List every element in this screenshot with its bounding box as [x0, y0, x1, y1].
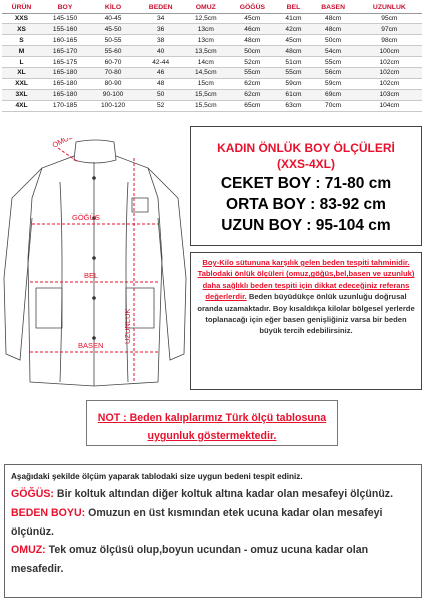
table-cell: 40-45: [89, 13, 137, 24]
table-cell: 52: [137, 100, 184, 111]
basen-label: BASEN: [78, 341, 104, 350]
table-cell: XXS: [2, 13, 41, 24]
table-cell: 42-44: [137, 57, 184, 68]
table-cell: 104cm: [357, 100, 422, 111]
table-cell: 62cm: [227, 78, 277, 89]
table-cell: 98cm: [357, 35, 422, 46]
table-cell: 12,5cm: [184, 13, 227, 24]
table-cell: 48cm: [277, 46, 309, 57]
boy-info-box: [190, 126, 422, 246]
column-header: UZUNLUK: [357, 2, 422, 13]
button: [92, 336, 96, 340]
table-cell: 165-180: [41, 67, 89, 78]
gogus-guide-text: Bir koltuk altından diğer koltuk altına kadar olan mesafeyi ölçünüz.: [53, 488, 394, 500]
column-header: BOY: [41, 2, 89, 13]
left-sleeve: [4, 168, 42, 360]
size-table: [2, 2, 422, 112]
column-header: BEL: [277, 2, 309, 13]
turkish-size-note: [86, 400, 338, 446]
table-row: [2, 13, 422, 24]
size-table-header: [2, 2, 422, 13]
omuz-guide-text: Tek omuz ölçüsü olup,boyun ucundan - omuz ucuna kadar olan mesafedir.: [11, 544, 369, 576]
table-cell: 65cm: [227, 100, 277, 111]
button: [92, 176, 96, 180]
table-row: [2, 24, 422, 35]
guide-gogus: [11, 485, 415, 504]
table-cell: 50cm: [227, 46, 277, 57]
table-cell: 48: [137, 78, 184, 89]
table-cell: 63cm: [277, 100, 309, 111]
table-cell: 95cm: [357, 13, 422, 24]
table-cell: 34: [137, 13, 184, 24]
table-cell: XXL: [2, 78, 41, 89]
table-cell: 100cm: [357, 46, 422, 57]
column-header: BASEN: [309, 2, 356, 13]
gogus-guide-label: GÖĞÜS:: [11, 488, 54, 500]
table-row: [2, 35, 422, 46]
table-cell: 54cm: [309, 46, 356, 57]
right-sleeve: [148, 168, 186, 360]
table-cell: 52cm: [227, 57, 277, 68]
table-cell: 50-55: [89, 35, 137, 46]
table-cell: 60-70: [89, 57, 137, 68]
table-cell: 50: [137, 89, 184, 100]
table-cell: 15,5cm: [184, 100, 227, 111]
table-cell: 59cm: [277, 78, 309, 89]
orta-boy: ORTA BOY : 83-92 cm: [226, 196, 386, 213]
guide-boy: [11, 504, 415, 542]
table-cell: 165-180: [41, 89, 89, 100]
table-cell: 3XL: [2, 89, 41, 100]
table-row: [2, 46, 422, 57]
table-cell: 69cm: [309, 89, 356, 100]
table-cell: 61cm: [277, 89, 309, 100]
table-cell: 102cm: [357, 67, 422, 78]
bel-label: BEL: [84, 271, 99, 280]
table-cell: 38: [137, 35, 184, 46]
table-cell: 46cm: [227, 24, 277, 35]
table-cell: L: [2, 57, 41, 68]
table-cell: 55-60: [89, 46, 137, 57]
ceket-boy: CEKET BOY : 71-80 cm: [220, 175, 392, 192]
guide-omuz: [11, 541, 415, 579]
uzun-boy: UZUN BOY : 95-104 cm: [221, 217, 391, 234]
jacket-illustration: [2, 138, 188, 388]
table-cell: 103cm: [357, 89, 422, 100]
table-cell: 40: [137, 46, 184, 57]
table-cell: 55cm: [309, 57, 356, 68]
table-cell: 41cm: [277, 13, 309, 24]
boy-guide-text: Omuzun en üst kısmından etek ucuna kadar olan mesafeyi ölçünüz.: [11, 506, 383, 538]
table-cell: M: [2, 46, 41, 57]
guide-intro: Aşağıdaki şekilde ölçüm yaparak tablodaki size uygun bedeni tespit ediniz.: [11, 472, 303, 481]
table-cell: 48cm: [227, 35, 277, 46]
table-cell: 13,5cm: [184, 46, 227, 57]
table-cell: 46: [137, 67, 184, 78]
table-cell: 62cm: [227, 89, 277, 100]
table-cell: XS: [2, 24, 41, 35]
table-cell: 165-170: [41, 46, 89, 57]
table-cell: 4XL: [2, 100, 41, 111]
measurement-guide: [4, 464, 422, 598]
table-cell: 155-160: [41, 24, 89, 35]
table-cell: 160-165: [41, 35, 89, 46]
table-cell: 102cm: [357, 78, 422, 89]
table-cell: 165-180: [41, 78, 89, 89]
table-cell: 48cm: [309, 24, 356, 35]
table-cell: 90-100: [89, 89, 137, 100]
note-text: Beden büyüdükçe önlük uzunluğu doğrusal oranda uzamaktadır. Boy kısaldıkça kilolar bölgesel yerlerde toplanacağı için eğer basen genişliğiniz varsa bir beden büyük tercih edebilirsiniz.: [197, 292, 415, 336]
omuz-label: OMUZ: [50, 138, 75, 150]
size-note-box: [190, 252, 422, 390]
table-cell: 102cm: [357, 57, 422, 68]
table-cell: 14cm: [184, 57, 227, 68]
table-row: [2, 100, 422, 111]
table-cell: 145-150: [41, 13, 89, 24]
table-cell: S: [2, 35, 41, 46]
size-table-body: [2, 13, 422, 111]
boy-guide-label: BEDEN BOYU:: [11, 506, 86, 519]
table-cell: 70-80: [89, 67, 137, 78]
table-cell: 42cm: [277, 24, 309, 35]
table-cell: 55cm: [277, 67, 309, 78]
table-cell: 13cm: [184, 35, 227, 46]
gogus-label: GÖĞÜS: [72, 213, 100, 222]
table-cell: 170-185: [41, 100, 89, 111]
table-cell: 45cm: [277, 35, 309, 46]
left-pocket: [36, 288, 62, 328]
table-cell: 165-175: [41, 57, 89, 68]
info-title: KADIN ÖNLÜK BOY ÖLÇÜLERİ: [217, 141, 395, 155]
column-header: BEDEN: [137, 2, 184, 13]
info-subtitle: (XXS-4XL): [276, 157, 335, 171]
table-cell: 48cm: [309, 13, 356, 24]
table-cell: 15,5cm: [184, 89, 227, 100]
table-cell: XL: [2, 67, 41, 78]
uzunluk-label: UZUNLUK: [123, 308, 132, 344]
table-cell: 56cm: [309, 67, 356, 78]
table-cell: 100-120: [89, 100, 137, 111]
table-cell: 80-90: [89, 78, 137, 89]
note-red-text: Boy-Kilo sütununa karşılık gelen beden tespiti tahminidir. Tablodaki önlük ölçüleri (omuz,göğüs,bel,basen ve uzunluk) daha sağlıklı beden tespiti için dikkat edeceğiniz referans değerlerdir.: [197, 258, 415, 302]
column-header: GÖĞÜS: [227, 2, 277, 13]
jacket-diagram: [2, 138, 188, 388]
button: [92, 296, 96, 300]
table-cell: 97cm: [357, 24, 422, 35]
collar-shape: [74, 140, 116, 163]
table-cell: 51cm: [277, 57, 309, 68]
omuz-guide-label: OMUZ:: [11, 544, 46, 557]
column-header: ÜRÜN: [2, 2, 41, 13]
table-cell: 14,5cm: [184, 67, 227, 78]
table-cell: 45cm: [227, 13, 277, 24]
table-row: [2, 67, 422, 78]
not-text: NOT : Beden kalıplarımız Türk ölçü tablosuna uygunluk göstermektedir.: [97, 412, 327, 442]
table-cell: 36: [137, 24, 184, 35]
table-row: [2, 57, 422, 68]
table-cell: 59cm: [309, 78, 356, 89]
table-cell: 70cm: [309, 100, 356, 111]
table-row: [2, 89, 422, 100]
button: [92, 256, 96, 260]
table-cell: 50cm: [309, 35, 356, 46]
table-row: [2, 78, 422, 89]
table-cell: 13cm: [184, 24, 227, 35]
column-header: KİLO: [89, 2, 137, 13]
column-header: OMUZ: [184, 2, 227, 13]
table-cell: 55cm: [227, 67, 277, 78]
table-cell: 45-50: [89, 24, 137, 35]
table-cell: 15cm: [184, 78, 227, 89]
